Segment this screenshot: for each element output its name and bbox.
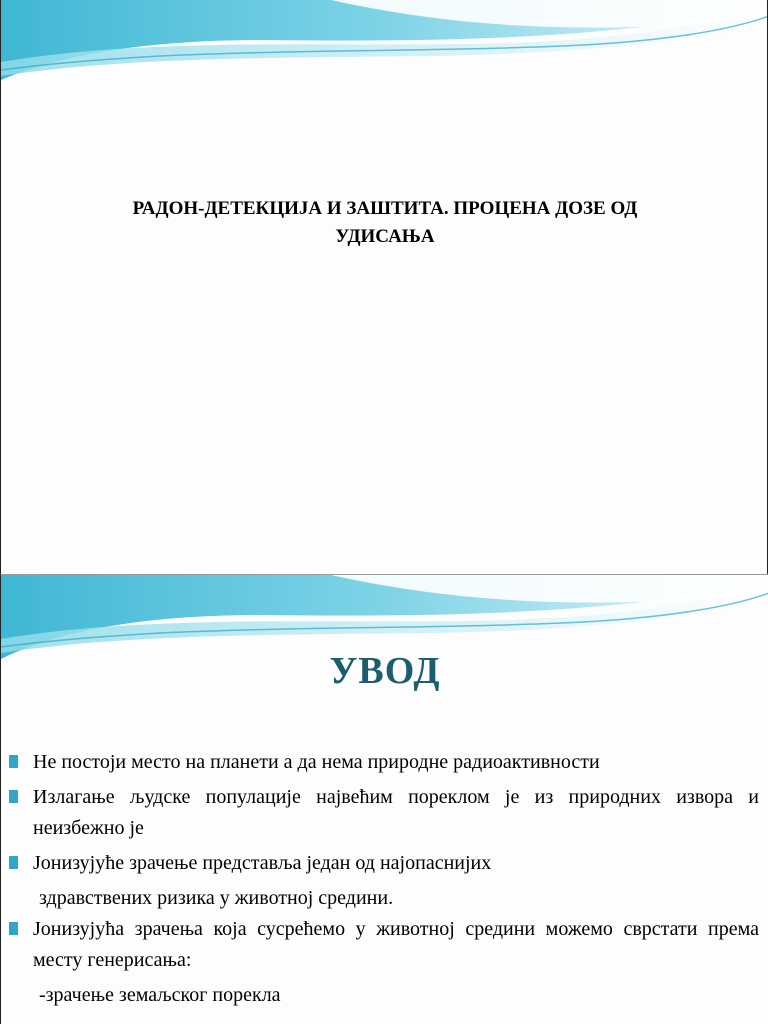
bullet-item bbox=[9, 848, 759, 879]
wave-decoration bbox=[1, 0, 768, 90]
bullet-text: Излагање људске популације највећим пореклом је из природних извора и неизбежно је bbox=[33, 786, 759, 839]
bullet-item bbox=[9, 747, 759, 778]
presentation-title bbox=[21, 195, 749, 251]
bullet-item bbox=[9, 782, 759, 844]
bullet-list bbox=[9, 747, 759, 1011]
square-bullet-icon bbox=[9, 856, 18, 869]
slide-heading: УВОД bbox=[329, 650, 441, 692]
square-bullet-icon bbox=[9, 790, 18, 803]
bullet-continuation: здравствених ризика у животној средини. bbox=[39, 887, 394, 909]
square-bullet-icon bbox=[9, 755, 18, 768]
square-bullet-icon bbox=[9, 922, 18, 935]
title-line-2: УДИСАЊА bbox=[335, 226, 435, 247]
intro-slide bbox=[0, 574, 768, 1024]
bullet-continuation: -зрачење земаљског порекла bbox=[39, 984, 281, 1006]
bullet-text: Јонизујуће зрачење представља један од најопаснијих bbox=[33, 852, 492, 874]
bullet-text: Не постоји место на планети а да нема природне радиоактивности bbox=[33, 751, 600, 773]
bullet-text: Јонизујућа зрачења која сусрећемо у животној средини можемо сврстати према месту генерисања: bbox=[33, 918, 759, 971]
title-line-1: РАДОН-ДЕТЕКЦИЈА И ЗАШТИТА. ПРОЦЕНА ДОЗЕ ОД bbox=[132, 198, 638, 219]
bullet-item bbox=[9, 914, 759, 976]
